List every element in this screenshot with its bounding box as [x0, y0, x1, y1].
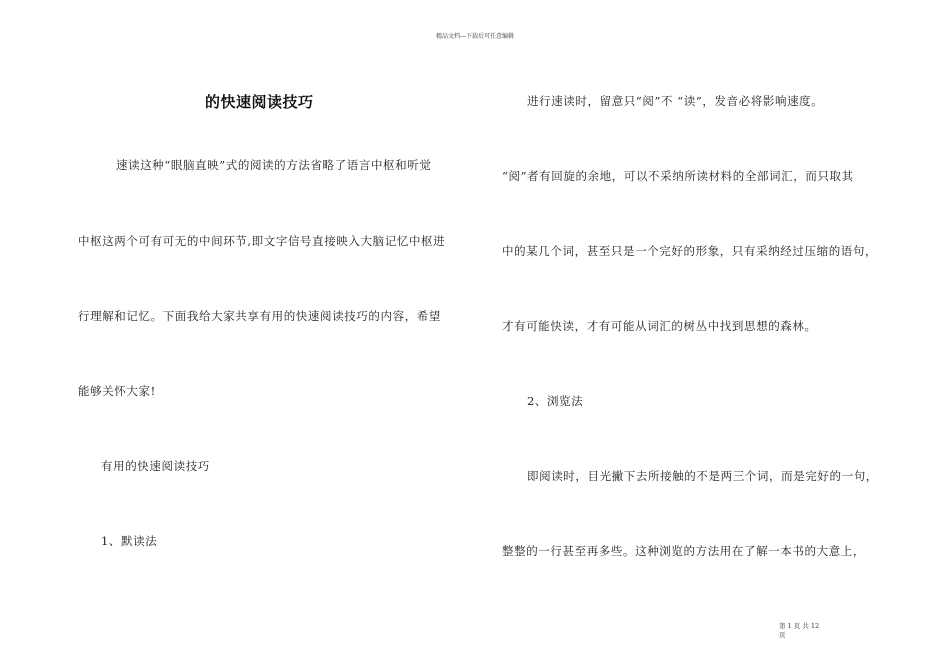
left-paragraph-line-1: 速读这种“眼脑直映”式的阅读的方法省略了语言中枢和听觉 [116, 158, 432, 172]
right-paragraph-line-1: 进行速读时，留意只“阅”不 “读”，发音必将影响速度。 [527, 94, 824, 108]
left-paragraph-line-4: 能够关怀大家! [78, 384, 156, 398]
right-paragraph-line-3: 中的某几个词，甚至只是一个完好的形象，只有采纳经过压缩的语句， [502, 244, 878, 258]
right-paragraph-line-4: 才有可能快读，才有可能从词汇的树丛中找到思想的森林。 [502, 319, 817, 333]
left-paragraph-line-3: 行理解和记忆。下面我给大家共享有用的快速阅读技巧的内容，希望 [78, 309, 441, 323]
right-paragraph-line-6: 整整的一行甚至再多些。这种浏览的方法用在了解一本书的大意上， [502, 544, 865, 558]
right-paragraph-line-5: 即阅读时，目光撇下去所接触的不是两三个词，而是完好的一句， [527, 469, 878, 483]
subsection-heading-1: 1、默读法 [101, 534, 158, 548]
left-paragraph-line-2: 中枢这两个可有可无的中间环节,即文字信号直接映入大脑记忆中枢进 [78, 234, 446, 248]
right-paragraph-line-2: “阅”者有回旋的余地，可以不采纳所读材料的全部词汇，而只取其 [502, 169, 854, 183]
page-number [779, 622, 839, 640]
page-number-line-2: 页 [779, 631, 786, 639]
header-note: 精品文档---下载后可任意编辑 [435, 33, 515, 40]
page-number-line-1: 第 1 页 共 12 [779, 622, 820, 630]
document-title: 的快速阅读技巧 [205, 93, 314, 111]
subsection-heading-2: 2、浏览法 [527, 394, 584, 408]
section-heading: 有用的快速阅读技巧 [101, 459, 210, 473]
